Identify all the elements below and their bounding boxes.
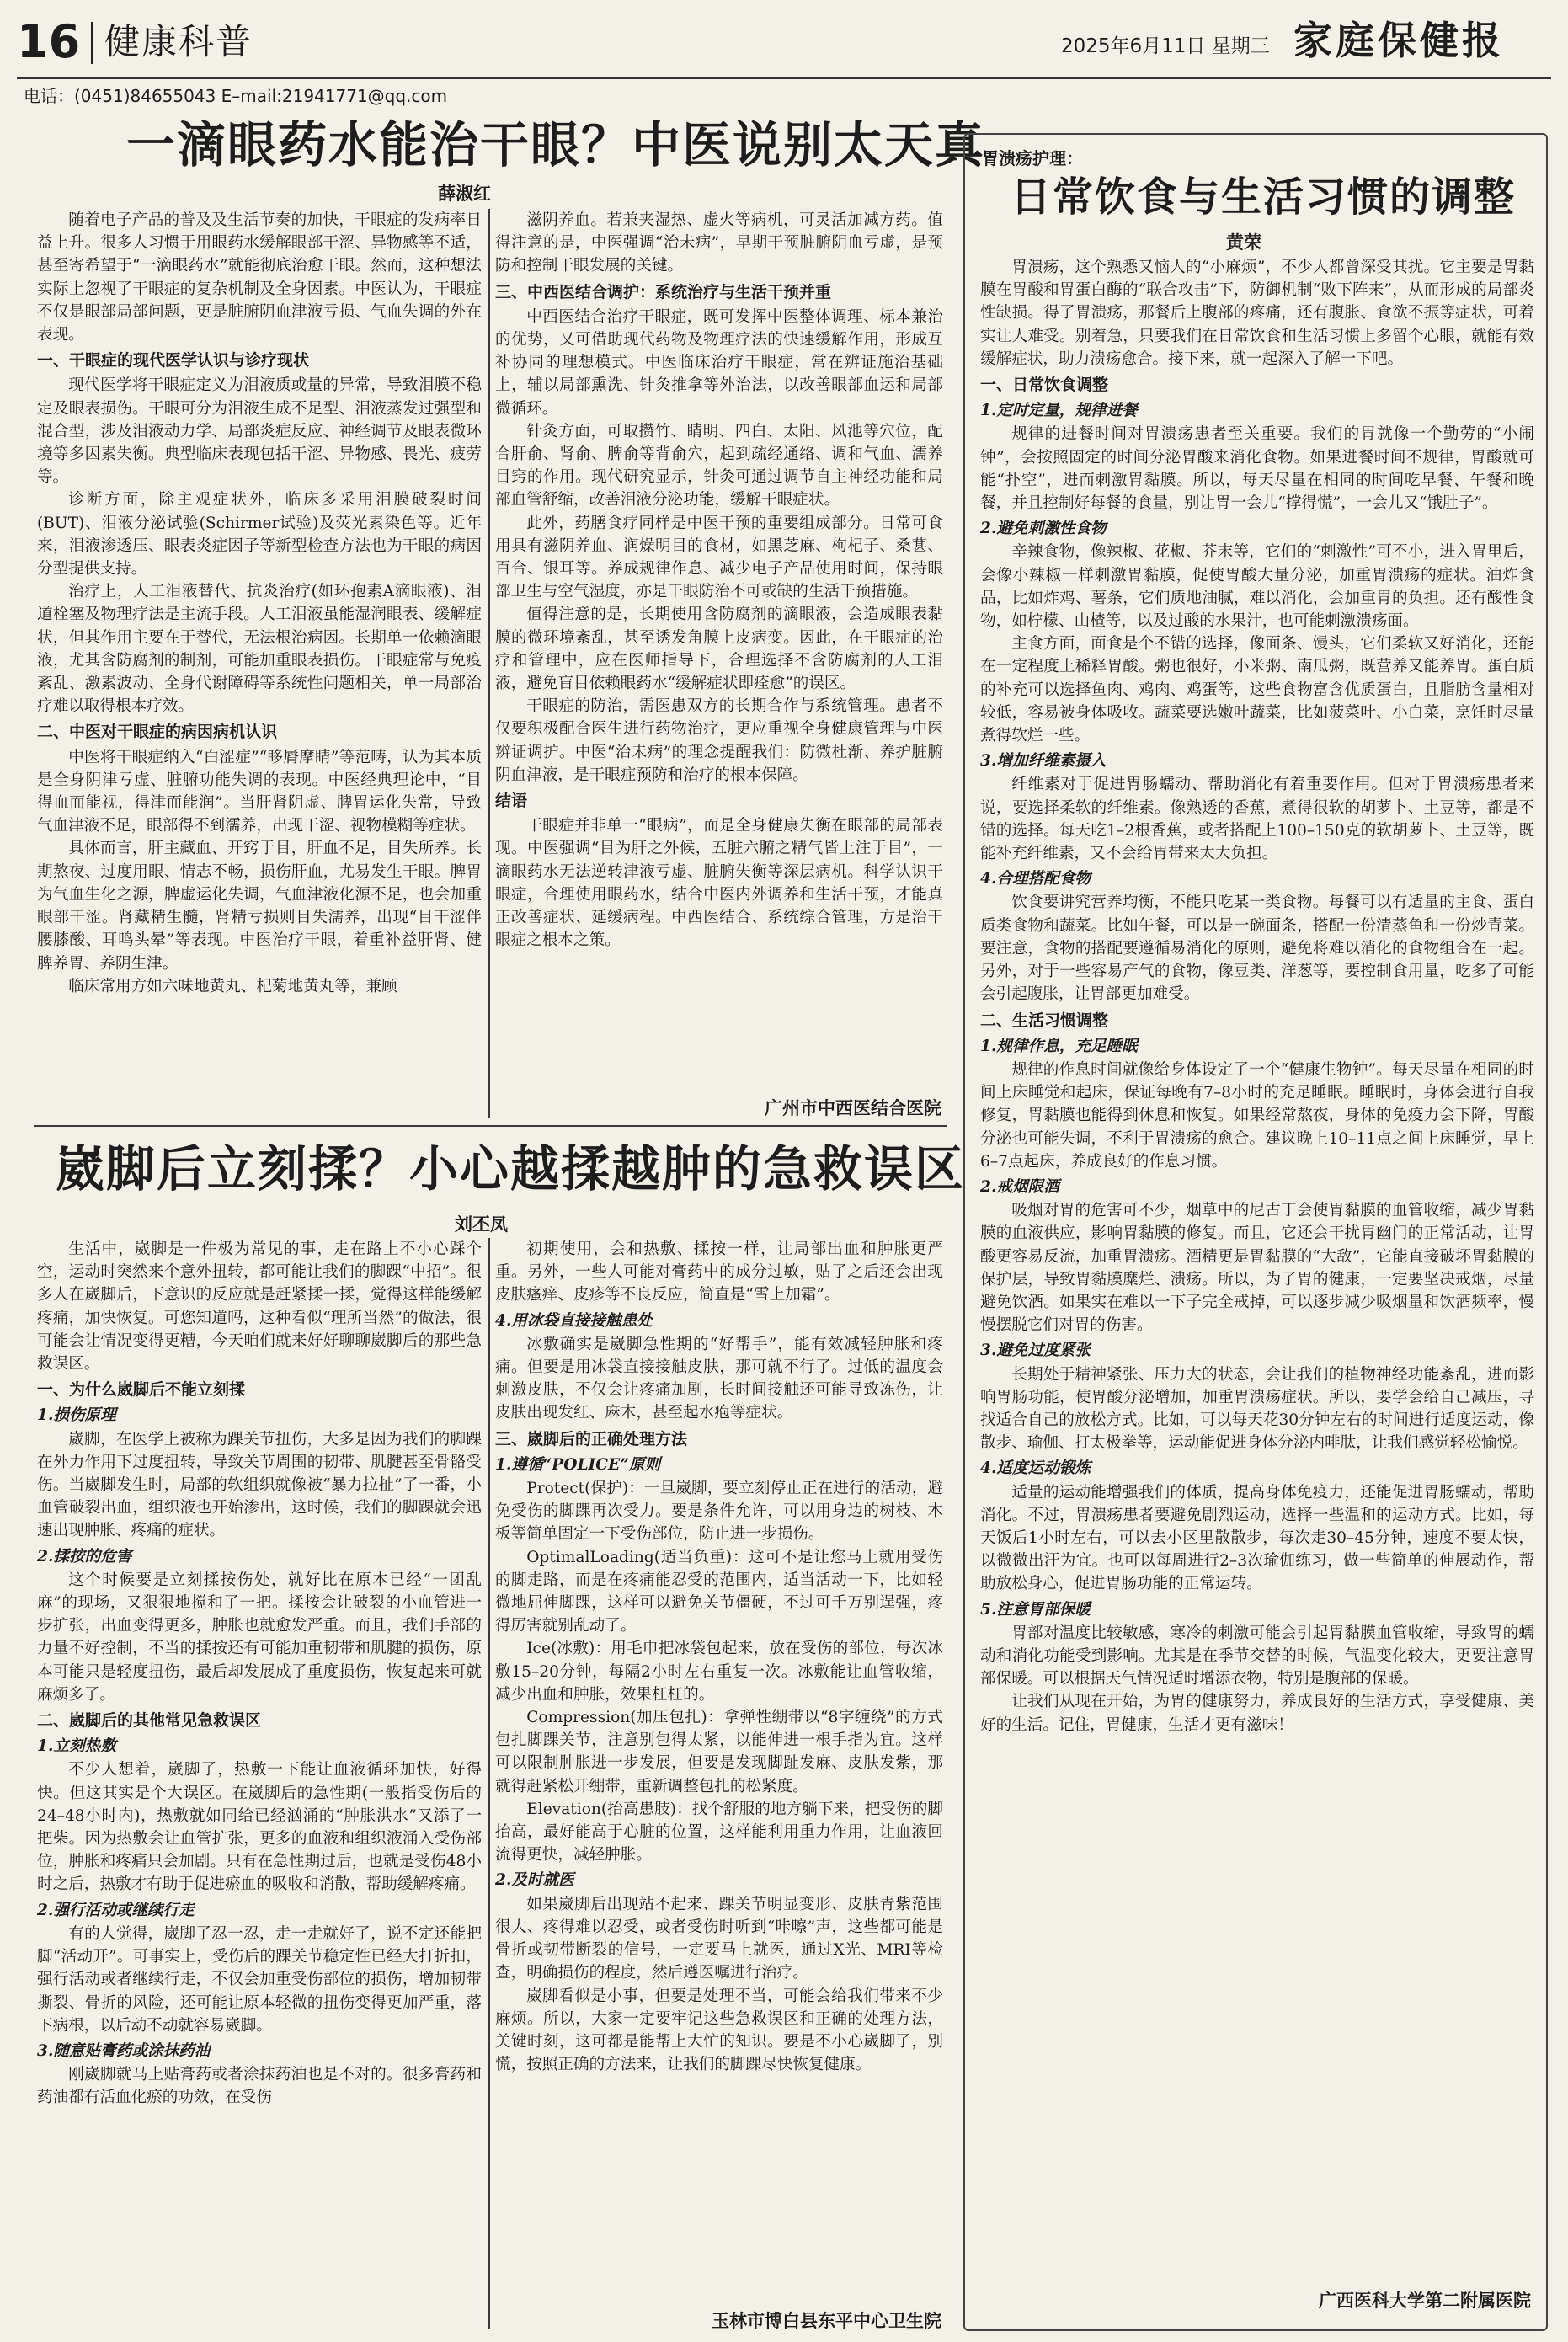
paragraph: 生活中，崴脚是一件极为常见的事，走在路上不小心踩个空，运动时突然来个意外扭转，都可能让我们的脚踝“中招”。很多人在崴脚后，下意识的反应就是赶紧揉一揉，觉得这样能缓解疼痛，加快恢复。可您知道吗，这种看似“理所当然”的做法，很可能会让情况变得更糟，今天咱们就来好好聊聊崴脚后的那些急救误区。 (37, 1240, 482, 1374)
article1-title: 一滴眼药水能治干眼？中医说别太天真 (126, 116, 986, 173)
paragraph: 如果崴脚后出现站不起来、踝关节明显变形、皮肤青紫范围很大、疼得难以忍受，或者受伤时听到“咔嚓”声，这些都可能是骨折或韧带断裂的信号，一定要马上就医，通过X光、MRI等检查，明确损伤的程度，然后遵医嘱进行治疗。 (495, 1895, 943, 1982)
paragraph: 让我们从现在开始，为胃的健康努力，养成良好的生活方式，享受健康、美好的生活。记住，胃健康，生活才更有滋味！ (980, 1693, 1534, 1734)
article-divider (34, 1125, 947, 1127)
paragraph: 规律的作息时间就像给身体设定了一个“健康生物钟”。每天尽量在相同的时间上床睡觉和起床，保证每晚有7–8小时的充足睡眠。睡眠时，身体会进行自我修复，胃黏膜也能得到休息和恢复。如果经常熬夜，身体的免疫力会下降，胃酸分泌也可能失调，不利于胃溃疡的愈合。建议晚上10–11点之间上床睡觉，早上6–7点起床，养成良好的作息习惯。 (980, 1060, 1534, 1171)
paragraph: 有的人觉得，崴脚了忍一忍，走一走就好了，说不定还能把脚“活动开”。可事实上，受伤后的踝关节稳定性已经大打折扣，强行活动或者继续行走，不仅会加重受伤部位的损伤，增加韧带撕裂、骨折的风险，还可能让原本轻微的扭伤变得更加严重，落下病根，以后动不动就容易崴脚。 (37, 1924, 482, 2035)
paragraph: 胃部对温度比较敏感，寒冷的刺激可能会引起胃黏膜血管收缩，导致胃的蠕动和消化功能受到影响。尤其是在季节交替的时候，气温变化较大，更要注意胃部保暖。可以根据天气情况适时增添衣物，特别是腹部的保暖。 (980, 1624, 1534, 1688)
paragraph: 不少人想着，崴脚了，热敷一下能让血液循环加快，好得快。但这其实是个大误区。在崴脚后的急性期(一般指受伤后的24–48小时内)，热敷就如同给已经汹涌的“肿胀洪水”又添了一把柴。因为热敷会让血管扩张，更多的血液和组织液涌入受伤部位，肿胀和疼痛只会加剧。只有在急性期过后，也就是受伤48小时之后，热敷才有助于促进瘀血的吸收和消散，帮助缓解疼痛。 (37, 1761, 482, 1894)
subsection-heading: 3.随意贴膏药或涂抹药油 (37, 2041, 211, 2060)
column-divider (488, 209, 490, 1118)
section-heading: 一、干眼症的现代医学认识与诊疗现状 (37, 351, 310, 371)
paragraph: 适量的运动能增强我们的体质，提高身体免疫力，还能促进胃肠蠕动，帮助消化。不过，胃溃疡患者要避免剧烈运动，选择一些温和的运动方式。比如，每天饭后1小时左右，可以去小区里散散步，每次走30–45分钟，速度不要太快，以微微出汗为宜。也可以每周进行2–3次瑜伽练习，做一些简单的伸展动作，帮助放松身心，促进胃肠功能的正常运转。 (980, 1483, 1534, 1593)
article1-column-1 (37, 209, 482, 1127)
paragraph: 随着电子产品的普及及生活节奏的加快，干眼症的发病率日益上升。很多人习惯于用眼药水缓解眼部干涩、异物感等不适，甚至寄希望于“一滴眼药水”就能彻底治愈干眼。然而，这种想法实际上忽视了干眼症的复杂机制及全身因素。中医认为，干眼症不仅是眼部局部问题，更是脏腑阴血津液亏损、气血失调的外在表现。 (37, 211, 482, 344)
header-rule (17, 77, 1551, 79)
article2-column-2 (495, 1238, 943, 2306)
subsection-heading: 2.揉按的危害 (37, 1547, 132, 1566)
article2-institution: 玉林市博白县东平中心卫生院 (712, 2311, 941, 2331)
article3-title: 日常饮食与生活习惯的调整 (1011, 173, 1517, 221)
subsection-heading: 1.定时定量，规律进餐 (980, 402, 1138, 420)
subsection-heading: 2.避免刺激性食物 (980, 520, 1107, 538)
paragraph: 刚崴脚就马上贴膏药或者涂抹药油也是不对的。很多膏药和药油都有活血化瘀的功效，在受伤 (37, 2066, 482, 2107)
paragraph: Compression(加压包扎)：拿弹性绷带以“8字缠绕”的方式包扎脚踝关节，注意别包得太紧，以能伸进一根手指为宜。这样可以限制肿胀进一步发展，但要是发现脚趾发麻、皮肤发紫，那就得赶紧松开绷带，重新调整包扎的松紧度。 (495, 1709, 943, 1795)
article2-column-1 (37, 1238, 482, 2333)
article2-title: 崴脚后立刻揉？小心越揉越肿的急救误区 (56, 1140, 966, 1198)
paragraph: 此外，药膳食疗同样是中医干预的重要组成部分。日常可食用具有滋阴养血、润燥明目的食材，如黑芝麻、枸杞子、桑葚、百合、银耳等。养成规律作息、减少电子产品使用时间，保持眼部卫生与空气湿度，亦是干眼防治不可或缺的生活干预措施。 (495, 514, 943, 601)
paragraph: 吸烟对胃的危害可不少，烟草中的尼古丁会使胃黏膜的血管收缩，减少胃黏膜的血液供应，影响胃黏膜的修复。而且，它还会干扰胃幽门的正常活动，让胃酸更容易反流，加重胃溃疡。酒精更是胃黏膜的“大敌”，它能直接破坏胃黏膜的保护层，导致胃黏膜糜烂、溃疡。所以，为了胃的健康，一定要坚决戒烟，尽量避免饮酒。如果实在难以一下子完全戒掉，可以逐步减少吸烟量和饮酒频率，慢慢摆脱它们对胃的伤害。 (980, 1202, 1534, 1335)
paragraph: 这个时候要是立刻揉按伤处，就好比在原本已经“一团乱麻”的现场，又狠狠地搅和了一把。揉按会让破裂的小血管进一步扩张，出血变得更多，肿胀也就愈发严重。而且，我们手部的力量不好控制，不当的揉按还有可能加重韧带和肌腱的损伤，原本可能只是轻度扭伤，最后却发展成了重度损伤，恢复起来可就麻烦多了。 (37, 1571, 482, 1704)
subsection-heading: 1.遵循“POLICE”原则 (495, 1455, 661, 1474)
newspaper-name: 家庭保健报 (1293, 18, 1504, 63)
subsection-heading: 1.规律作息，充足睡眠 (980, 1037, 1138, 1055)
paragraph: 崴脚，在医学上被称为踝关节扭伤，大多是因为我们的脚踝在外力作用下过度扭转，导致关节周围的韧带、肌腱甚至骨骼受伤。当崴脚发生时，局部的软组织就像被“暴力拉扯”了一番，小血管破裂出血，组织液也开始渗出，这时候，我们的脚踝就会迅速出现肿胀、疼痛的症状。 (37, 1430, 482, 1540)
subsection-heading: 5.注意胃部保暖 (980, 1600, 1091, 1619)
paragraph: 治疗上，人工泪液替代、抗炎治疗(如环孢素A滴眼液)、泪道栓塞及物理疗法是主流手段。人工泪液虽能湿润眼表、缓解症状，但其作用主要在于替代，无法根治病因。长期单一依赖滴眼液，尤其含防腐剂的制剂，可能加重眼表损伤。干眼症常与免疫紊乱、激素波动、全身代谢障碍等系统性问题相关，单一局部治疗难以取得根本疗效。 (37, 583, 482, 716)
issue-date: 2025年6月11日 星期三 (1061, 35, 1270, 57)
section-name: 健康科普 (104, 21, 253, 62)
subsection-heading: 3.增加纤维素摄入 (980, 752, 1107, 771)
section-heading: 一、为什么崴脚后不能立刻揉 (37, 1380, 246, 1400)
article2-author: 刘丕凤 (455, 1214, 508, 1235)
paragraph: 现代医学将干眼症定义为泪液质或量的异常，导致泪膜不稳定及眼表损伤。干眼可分为泪液生成不足型、泪液蒸发过强型和混合型，涉及泪液动力学、局部炎症反应、神经调节及眼表微环境等多因素失衡。典型临床表现包括干涩、异物感、畏光、疲劳等。 (37, 376, 482, 487)
paragraph: OptimalLoading(适当负重)：这可不是让您马上就用受伤的脚走路，而是在疼痛能忍受的范围内，适当活动一下，比如轻微地屈伸脚踝，这样可以避免关节僵硬，不过可千万别逞强，疼得厉害就别乱动了。 (495, 1548, 943, 1635)
section-heading: 一、日常饮食调整 (980, 376, 1109, 395)
article3-column (980, 256, 1534, 2275)
article1-column-2 (495, 209, 943, 1085)
subsection-heading: 3.避免过度紧张 (980, 1342, 1091, 1360)
paragraph: 中医将干眼症纳入“白涩症”“眵脣摩睛”等范畴，认为其本质是全身阴津亏虚、脏腑功能失调的表现。中医经典理论中，“目得血而能视，得津而能润”。当肝肾阴虚、脾胃运化失常，导致气血津液不足，眼部得不到濡养，出现干涩、视物模糊等症状。 (37, 748, 482, 835)
paragraph: 中西医结合治疗干眼症，既可发挥中医整体调理、标本兼治的优势，又可借助现代药物及物理疗法的快速缓解作用，形成互补协同的理想模式。中医临床治疗干眼症，常在辨证施治基础上，辅以局部熏洗、针灸推拿等外治法，以改善眼部血运和局部微循环。 (495, 307, 943, 418)
masthead (17, 15, 1551, 72)
paragraph: Ice(冰敷)：用毛巾把冰袋包起来，放在受伤的部位，每次冰敷15–20分钟，每隔2小时左右重复一次。冰敷能让血管收缩，减少出血和肿胀，效果杠杠的。 (495, 1640, 943, 1704)
header-divider (91, 22, 93, 64)
paragraph: 诊断方面，除主观症状外，临床多采用泪膜破裂时间(BUT)、泪液分泌试验(Schirmer试验)及荧光素染色等。近年来，泪液渗透压、眼表炎症因子等新型检查方法也为干眼的病因分型提供支持。 (37, 491, 482, 579)
paragraph: Elevation(抬高患肢)：找个舒服的地方躺下来，把受伤的脚抬高，最好能高于心脏的位置，这样能利用重力作用，让血液回流得更快，减轻肿胀。 (495, 1800, 943, 1865)
page-number: 16 (17, 15, 81, 68)
article1-author: 薛淑红 (438, 184, 491, 204)
paragraph: 值得注意的是，长期使用含防腐剂的滴眼液，会造成眼表黏膜的微环境紊乱，甚至诱发角膜上皮病变。因此，在干眼症的治疗和管理中，应在医师指导下，合理选择不含防腐剂的人工泪液，避免盲目依赖眼药水“缓解症状即痊愈”的误区。 (495, 606, 943, 693)
section-heading: 三、中西医结合调护：系统治疗与生活干预并重 (495, 282, 832, 301)
paragraph: 冰敷确实是崴脚急性期的“好帮手”，能有效减轻肿胀和疼痛。但要是用冰袋直接接触皮肤，那可就不行了。过低的温度会刺激皮肤，不仅会让疼痛加剧，长时间接触还可能导致冻伤，让皮肤出现发红、麻木，甚至起水疱等症状。 (495, 1335, 943, 1422)
paragraph: 初期使用，会和热敷、揉按一样，让局部出血和肿胀更严重。另外，一些人可能对膏药中的成分过敏，贴了之后还会出现皮肤瘙痒、皮疹等不良反应，简直是“雪上加霜”。 (495, 1240, 943, 1304)
paragraph: 饮食要讲究营养均衡，不能只吃某一类食物。每餐可以有适量的主食、蛋白质类食物和蔬菜。比如午餐，可以是一碗面条，搭配一份清蒸鱼和一份炒青菜。要注意，食物的搭配要遵循易消化的原则，避免将难以消化的食物组合在一起。另外，对于一些容易产气的食物，像豆类、洋葱等，要控制食用量，吃多了可能会引起腹胀，让胃部更加难受。 (980, 894, 1534, 1004)
section-heading: 三、崴脚后的正确处理方法 (495, 1429, 688, 1448)
article1-institution: 广州市中西医结合医院 (765, 1098, 941, 1118)
subsection-heading: 1.立刻热敷 (37, 1737, 116, 1756)
subsection-heading: 4.用冰袋直接接触患处 (495, 1311, 653, 1330)
subsection-heading: 4.合理搭配食物 (980, 870, 1091, 888)
subsection-heading: 2.强行活动或继续行走 (37, 1901, 195, 1919)
paragraph: 滋阴养血。若兼夹湿热、虚火等病机，可灵活加减方药。值得注意的是，中医强调“治未病”，早期干预脏腑阴血亏虚，是预防和控制干眼发展的关键。 (495, 211, 943, 275)
section-heading: 结语 (495, 792, 528, 811)
article3-institution: 广西医科大学第二附属医院 (1319, 2291, 1531, 2311)
contact-line: 电话：(0451)84655043 E–mail:21941771@qq.com (24, 86, 448, 106)
paragraph: 具体而言，肝主藏血、开窍于目，肝血不足，目失所养。长期熬夜、过度用眼、情志不畅，损伤肝血，尤易发生干眼。脾胃为气血生化之源，脾虚运化失调，气血津液化源不足，也会加重眼部干涩。肾藏精生髓，肾精亏损则目失濡养，出现“目干涩伴腰膝酸、耳鸣头晕”等表现。中医治疗干眼，着重补益肝肾、健脾养胃、养阴生津。 (37, 840, 482, 973)
paragraph: 崴脚看似是小事，但要是处理不当，可能会给我们带来不少麻烦。所以，大家一定要牢记这些急救误区和正确的处理方法，关键时刻，这可都是能帮上大忙的知识。要是不小心崴脚了，别慌，按照正确的方法来，让我们的脚踝尽快恢复健康。 (495, 1987, 943, 2074)
section-heading: 二、中医对干眼症的病因病机认识 (37, 723, 278, 742)
article3-author: 黄荣 (1226, 232, 1261, 253)
paragraph: 干眼症的防治，需医患双方的长期合作与系统管理。患者不仅要积极配合医生进行药物治疗，更应重视全身健康管理与中医辨证调护。中医“治未病”的理念提醒我们：防微杜渐、养护脏腑阴血津液，是干眼症预防和治疗的根本保障。 (495, 697, 943, 784)
subsection-heading: 2.及时就医 (495, 1871, 574, 1890)
paragraph: 主食方面，面食是个不错的选择，像面条、馒头，它们柔软又好消化，还能在一定程度上稀释胃酸。粥也很好，小米粥、南瓜粥，既营养又能养胃。蛋白质的补充可以选择鱼肉、鸡肉、鸡蛋等，这些食物富含优质蛋白，且脂肪含量相对较低，容易被身体吸收。蔬菜要选嫩叶蔬菜，比如菠菜叶、小白菜，烹饪时尽量煮得软烂一些。 (980, 635, 1534, 745)
paragraph: 辛辣食物，像辣椒、花椒、芥末等，它们的“刺激性”可不小，进入胃里后，会像小辣椒一样刺激胃黏膜，促使胃酸大量分泌，加重胃溃疡的症状。油炸食品，比如炸鸡、薯条，它们质地油腻，难以消化，会加重胃的负担。还有酸性食物，如柠檬、山楂等，以及过酸的水果汁，也可能刺激溃疡面。 (980, 543, 1534, 631)
paragraph: 胃溃疡，这个熟悉又恼人的“小麻烦”，不少人都曾深受其扰。它主要是胃黏膜在胃酸和胃蛋白酶的“联合攻击”下，防御机制“败下阵来”，从而形成的局部炎性缺损。得了胃溃疡，那餐后上腹部的疼痛，还有腹胀、食欲不振等症状，可着实让人难受。别着急，只要我们在日常饮食和生活习惯上多留个心眼，就能有效缓解症状，助力溃疡愈合。接下来，就一起深入了解一下吧。 (980, 259, 1534, 368)
paragraph: 纤维素对于促进胃肠蠕动、帮助消化有着重要作用。但对于胃溃疡患者来说，要选择柔软的纤维素。像熟透的香蕉，煮得很软的胡萝卜、土豆等，都是不错的选择。每天吃1–2根香蕉，或者搭配上100–150克的软胡萝卜、土豆等，既能补充纤维素，又不会给胃带来太大负担。 (980, 776, 1534, 863)
section-heading: 二、崴脚后的其他常见急救误区 (37, 1711, 262, 1731)
paragraph: 针灸方面，可取攒竹、睛明、四白、太阳、风池等穴位，配合肝俞、肾俞、脾俞等背俞穴，起到疏经通络、调和气血、濡养目窍的作用。现代研究显示，针灸可通过调节自主神经功能和局部血管舒缩，改善泪液分泌功能，缓解干眼症状。 (495, 422, 943, 509)
paragraph: 干眼症并非单一“眼病”，而是全身健康失衡在眼部的局部表现。中医强调“目为肝之外候，五脏六腑之精气皆上注于目”，一滴眼药水无法逆转津液亏虚、脏腑失衡等深层病机。科学认识干眼症，合理使用眼药水，结合中医内外调养和生活干预，才能真正改善症状、延缓病程。中西医结合、系统综合管理，方是治干眼症之根本之策。 (495, 817, 943, 950)
paragraph: 长期处于精神紧张、压力大的状态，会让我们的植物神经功能紊乱，进而影响胃肠功能，使胃酸分泌增加，加重胃溃疡症状。所以，要学会给自己减压，寻找适合自己的放松方式。比如，可以每天花30分钟左右的时间进行适度运动，像散步、瑜伽、打太极拳等，运动能促进身体分泌内啡肽，让我们感觉轻松愉悦。 (980, 1365, 1534, 1453)
subsection-heading: 4.适度运动锻炼 (980, 1459, 1091, 1478)
paragraph: Protect(保护)：一旦崴脚，要立刻停止正在进行的活动，避免受伤的脚踝再次受力。要是条件允许，可以用身边的树枝、木板等简单固定一下受伤部位，防止进一步损伤。 (495, 1480, 943, 1544)
article3-kicker: 胃溃疡护理： (982, 148, 1083, 168)
paragraph: 规律的进餐时间对胃溃疡患者至关重要。我们的胃就像一个勤劳的“小闹钟”，会按照固定的时间分泌胃酸来消化食物。如果进餐时间不规律，胃酸就可能“扑空”，进而刺激胃黏膜。所以，每天尽量在相同的时间吃早餐、午餐和晚餐，并且控制好每餐的食量，别让胃一会儿“撑得慌”，一会儿又“饿肚子”。 (980, 425, 1534, 513)
paragraph: 临床常用方如六味地黄丸、杞菊地黄丸等，兼顾 (68, 977, 397, 995)
subsection-heading: 2.戒烟限酒 (980, 1177, 1059, 1196)
column-divider (488, 1238, 490, 2329)
section-heading: 二、生活习惯调整 (980, 1011, 1109, 1030)
subsection-heading: 1.损伤原理 (37, 1406, 116, 1425)
